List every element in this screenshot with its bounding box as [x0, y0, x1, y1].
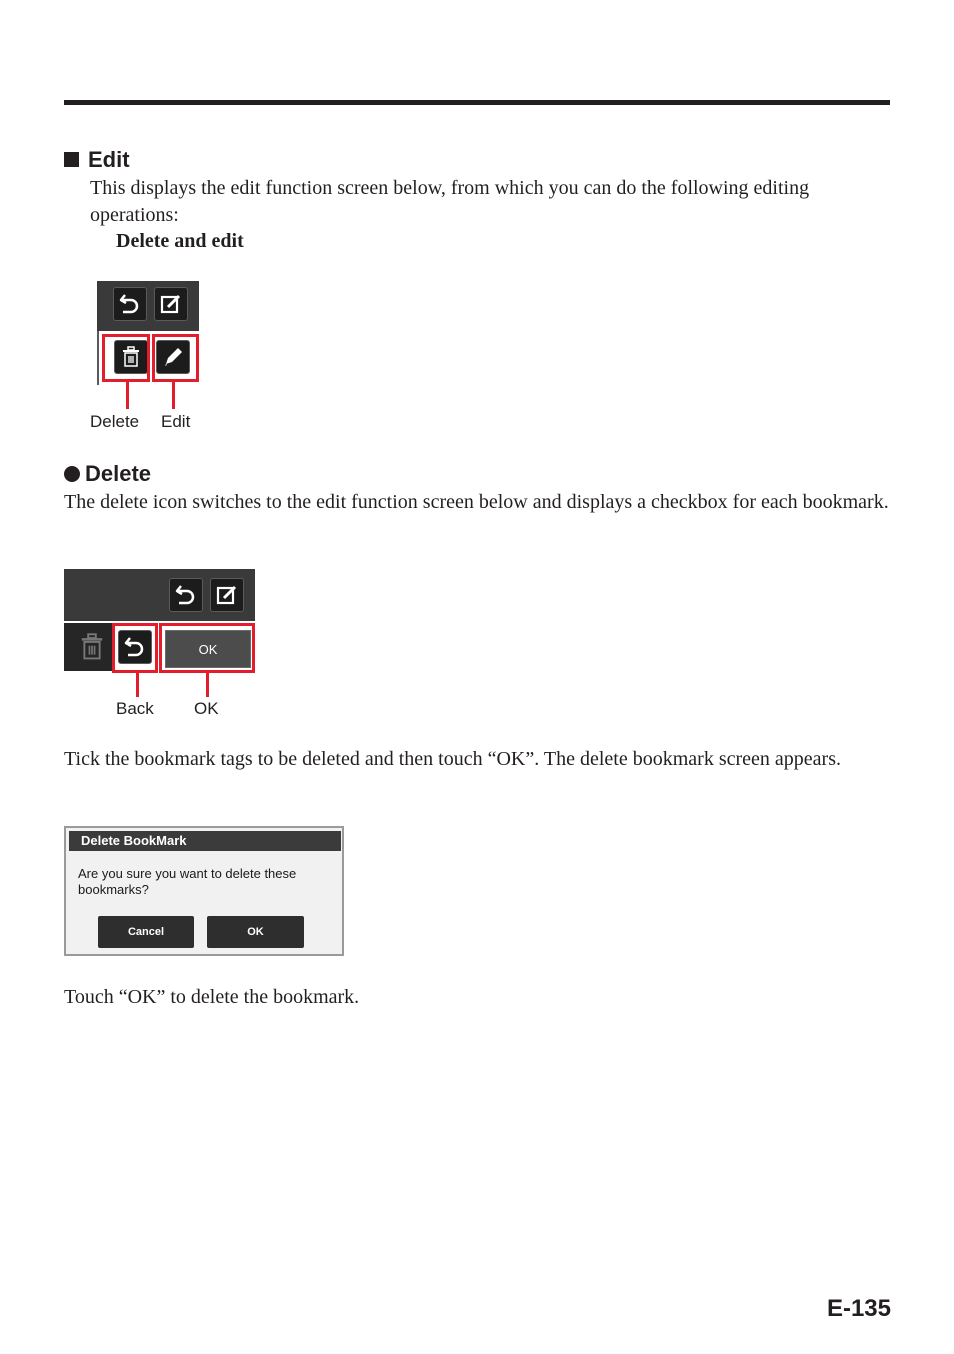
back-button[interactable]: [169, 578, 203, 612]
delete-bookmark-dialog: [64, 826, 344, 956]
panel-edge: [97, 331, 99, 385]
edit-description: This displays the edit function screen below, from which you can do the following editing operations:: [90, 177, 810, 226]
trash-icon: [79, 633, 105, 661]
edit-highlight: [152, 334, 199, 382]
page-number: E-135: [826, 1295, 891, 1322]
cancel-button[interactable]: Cancel: [98, 916, 194, 948]
dialog-ok-button[interactable]: OK: [207, 916, 304, 948]
delete-function-screenshot: [64, 569, 255, 673]
delete-highlight: [102, 334, 150, 382]
dialog-title: Delete BookMark: [69, 831, 341, 851]
instruction-tick-bookmarks: Tick the bookmark tags to be deleted and then touch “OK”. The delete bookmark screen appears.: [64, 748, 841, 770]
instruction-touch-ok: Touch “OK” to delete the bookmark.: [64, 986, 360, 1008]
dialog-message: Are you sure you want to delete these bookmarks?: [78, 866, 297, 897]
edit-leader-line: [172, 382, 175, 409]
back-highlight: [112, 623, 158, 673]
fig2-label-ok: OK: [194, 699, 219, 718]
edit-heading: [64, 147, 130, 173]
edit-box-icon: [159, 292, 183, 316]
fig2-label-back: Back: [116, 699, 154, 718]
back-arrow-icon: [175, 583, 197, 607]
delete-heading: [64, 461, 151, 487]
fig1-label-edit: Edit: [161, 412, 191, 431]
back-button[interactable]: [113, 287, 147, 321]
trash-icon-disabled: [79, 633, 105, 666]
top-rule: [64, 100, 890, 105]
circle-bullet-icon: [64, 466, 80, 482]
delete-leader-line: [126, 382, 129, 409]
edit-mode-button[interactable]: [154, 287, 188, 321]
ok-leader-line: [206, 672, 209, 697]
delete-heading-text: Delete: [85, 461, 152, 486]
edit-operations: Delete and edit: [116, 230, 244, 252]
ok-highlight: [159, 623, 255, 673]
edit-heading-text: Edit: [88, 147, 130, 172]
square-bullet-icon: [64, 152, 79, 167]
edit-box-icon: [215, 583, 239, 607]
back-arrow-icon: [119, 292, 141, 316]
edit-mode-button[interactable]: [210, 578, 244, 612]
delete-description: The delete icon switches to the edit function screen below and displays a checkbox for each bookmark.: [64, 491, 889, 513]
fig1-label-delete: Delete: [90, 412, 140, 431]
ok-button[interactable]: OK: [165, 630, 251, 668]
edit-function-screenshot: [97, 281, 199, 385]
back-leader-line: [136, 672, 139, 697]
